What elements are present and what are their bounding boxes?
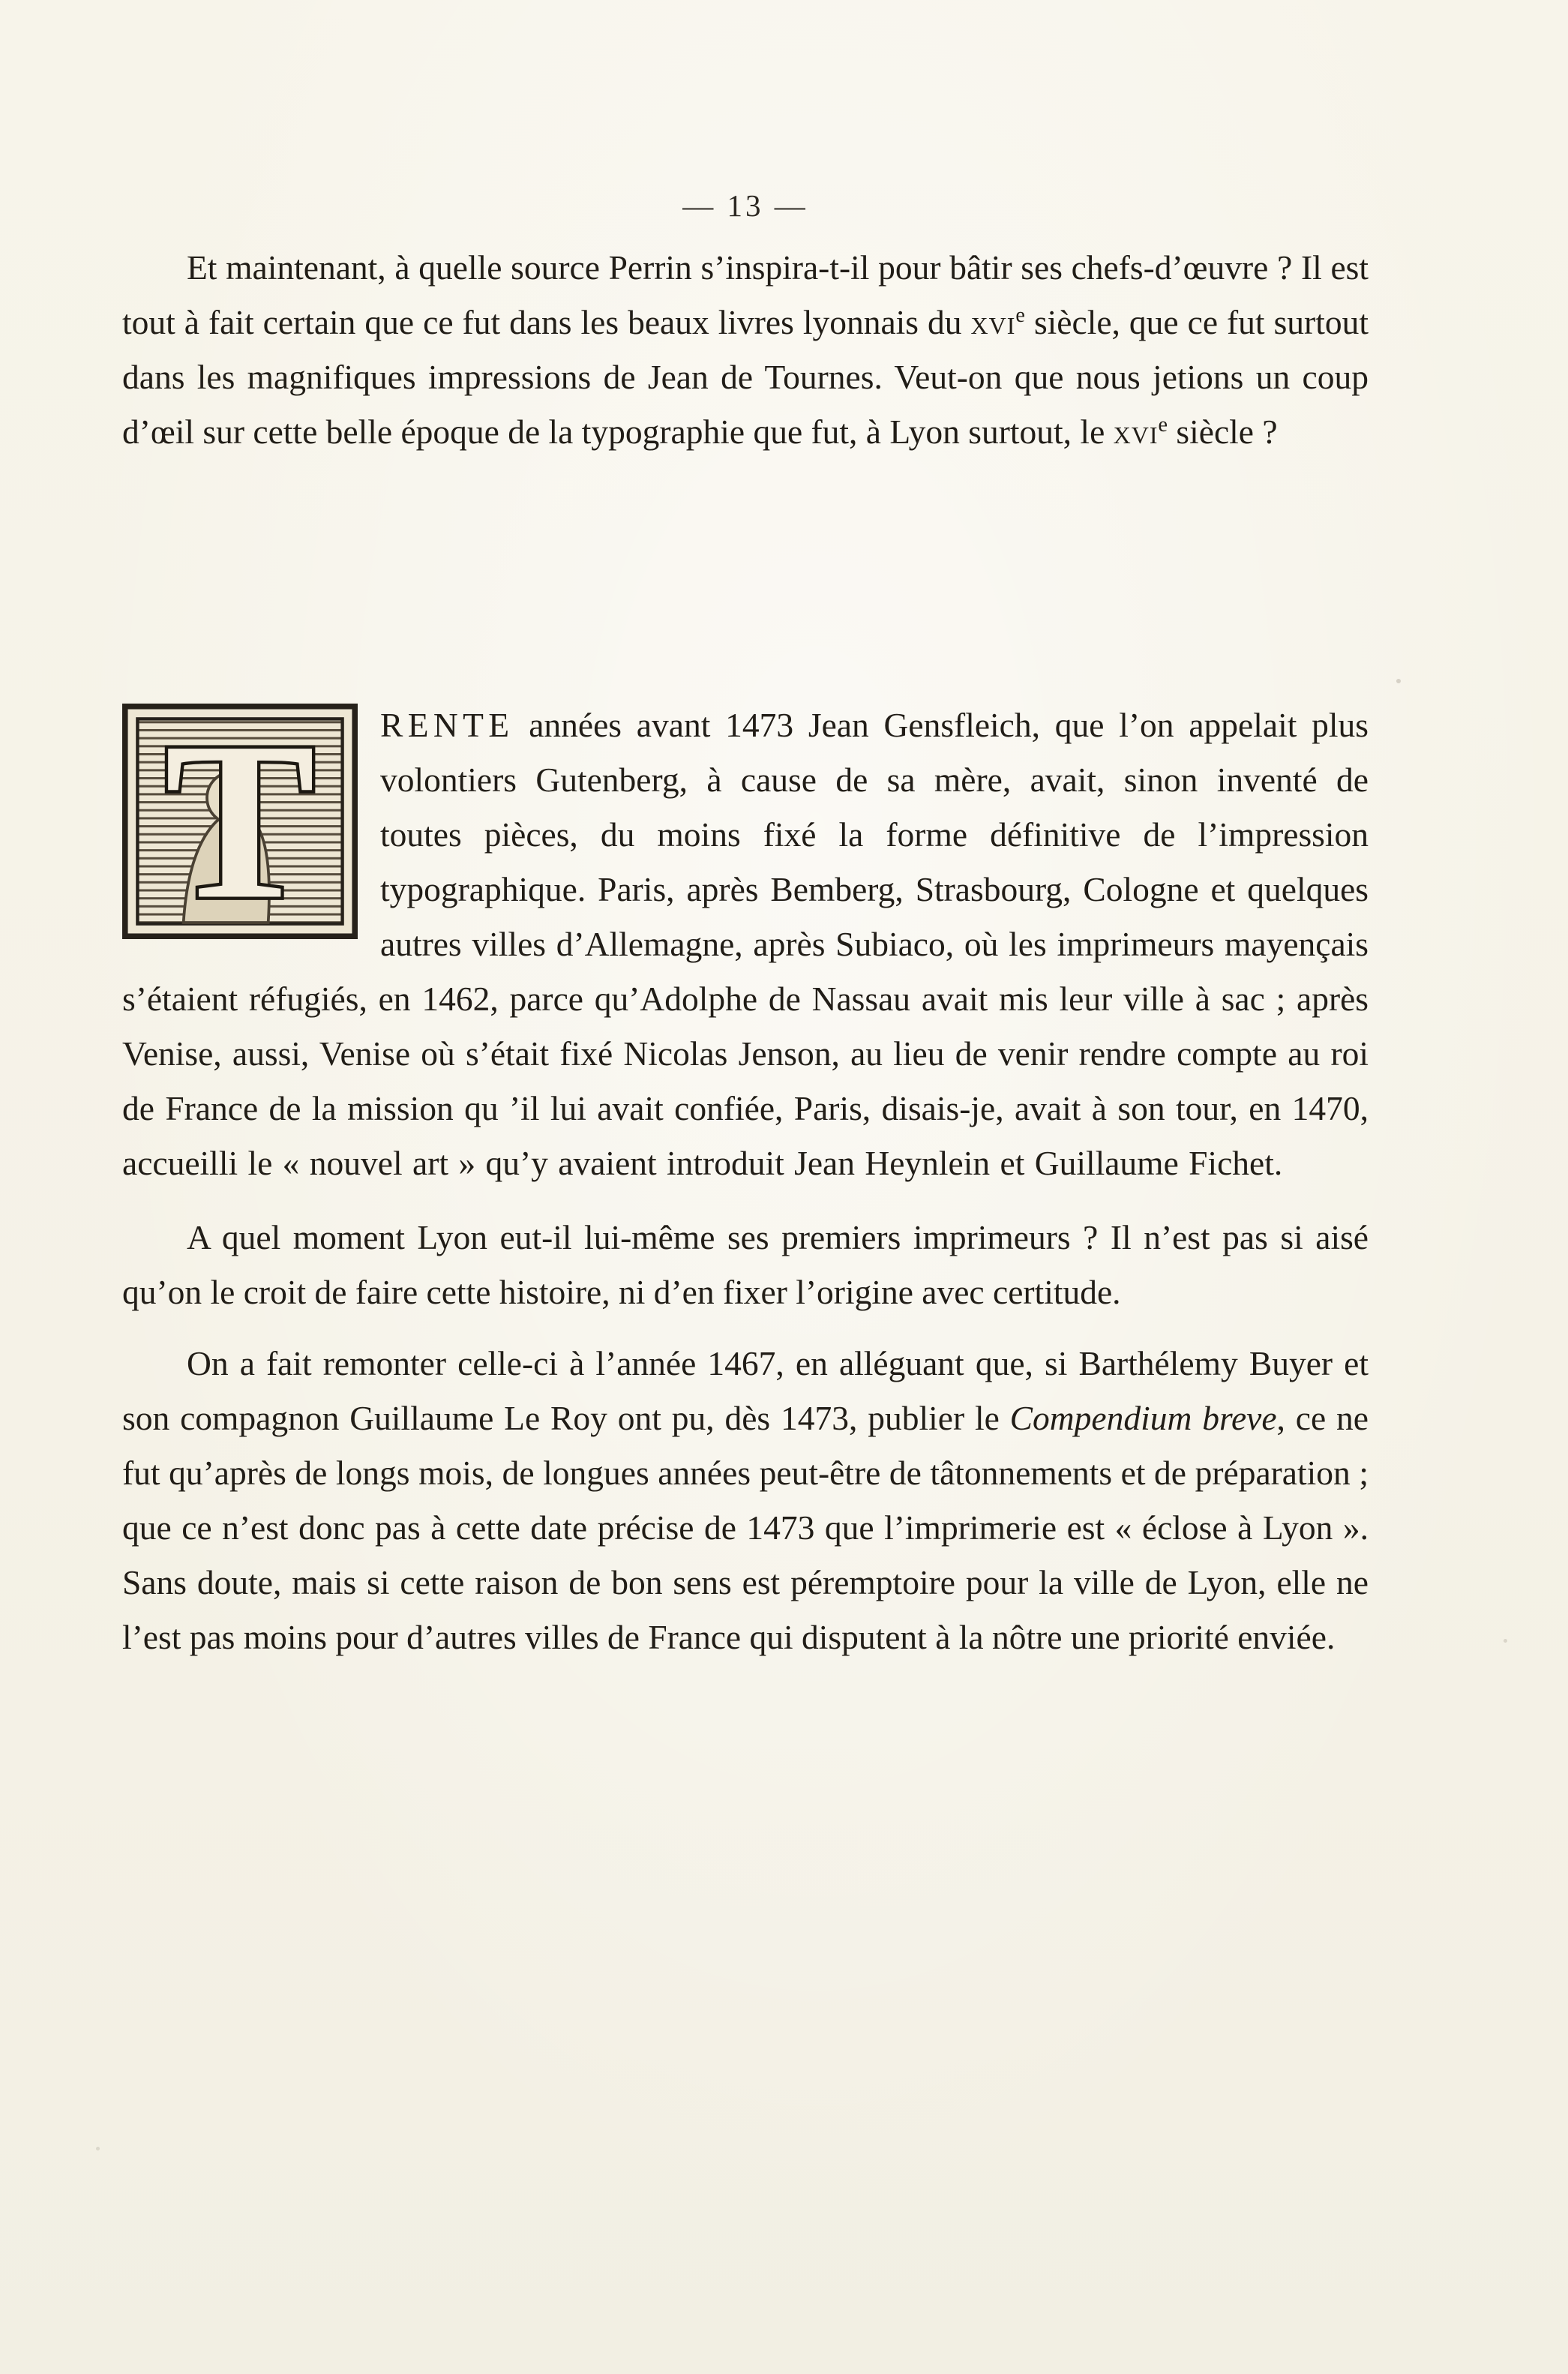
p1-seg3: siècle ? bbox=[1168, 413, 1278, 451]
roman-numeral-xvi-2: xvi bbox=[1113, 413, 1159, 451]
p1-seg2: siècle, que ce fut surtout dans les magnifiques impressions de Jean de Tournes. Veut-on que nous jetions un coup d’œil sur cette belle époque de la typographie que fut, à Lyon surtout, le bbox=[122, 303, 1369, 451]
ordinal-superscript-2: e bbox=[1158, 413, 1168, 437]
p4-seg1: On a fait remonter celle-ci à l’année 1467, en alléguant que, si Barthélemy Buyer et son compagnon Guillaume Le Roy ont pu, dès 1473, publier le bbox=[122, 1344, 1369, 1437]
paragraph-gutenberg bbox=[122, 698, 1369, 1190]
p4-seg2: , ce ne fut qu’après de longs mois, de longues années peut-être de tâtonnements et de préparation ; que ce n’est donc pas à cette date précise de 1473 que l’imprimerie est « éclose à Lyon ». Sans doute, mais si cette raison de bon sens est péremptoire pour la ville de Lyon, elle ne l’est pas moins pour d’autres villes de France qui disputent à la nôtre une priorité enviée. bbox=[122, 1399, 1369, 1656]
text-block bbox=[122, 0, 1369, 1664]
roman-numeral-xvi: xvi bbox=[970, 303, 1016, 341]
paragraph-intro bbox=[122, 240, 1369, 459]
book-title-compendium-breve: Compendium breve bbox=[1009, 1399, 1277, 1437]
paragraph-origins bbox=[122, 1336, 1369, 1664]
ordinal-superscript: e bbox=[1015, 303, 1025, 327]
scan-speck bbox=[1396, 679, 1401, 683]
page-number: — 13 — bbox=[682, 188, 808, 223]
scan-speck bbox=[1504, 1639, 1507, 1643]
p1-seg1: Et maintenant, à quelle source Perrin s’inspira-t-il pour bâtir ses chefs-d’œuvre ? Il est tout à fait certain que ce fut dans les beaux livres lyonnais du bbox=[122, 248, 1369, 341]
scan-speck bbox=[96, 2147, 100, 2150]
dropcap-letter: T bbox=[164, 704, 316, 939]
woodcut-initial-T bbox=[122, 704, 358, 939]
p2-lead-caps: RENTE bbox=[380, 706, 514, 744]
p2-seg1: années avant 1473 Jean Gensfleich, que l’on appelait plus volontiers Gutenberg, à cause de sa mère, avait, sinon inventé de toutes pièces, du moins fixé la forme définitive de l’impression typographique. Paris, après Bemberg, Strasbourg, Cologne et quelques autres villes d’Allemagne, après Subiaco, où les imprimeurs mayençais s’étaient réfugiés, en 1462, parce qu’Adolphe de Nassau avait mis leur ville à sac ; après Venise, aussi, Venise où s’était fixé Nicolas Jenson, au lieu de venir rendre compte au roi de France de la mission qu ’il lui avait confiée, Paris, disais-je, avait à son tour, en 1470, accueilli le « nouvel art » qu’y avaient introduit Jean Heynlein et Guillaume Fichet. bbox=[122, 706, 1369, 1182]
paragraph-lyon-question: A quel moment Lyon eut-il lui-même ses premiers imprimeurs ? Il n’est pas si aisé qu’on le croit de faire cette histoire, ni d’en fixer l’origine avec certitude. bbox=[122, 1218, 1369, 1311]
